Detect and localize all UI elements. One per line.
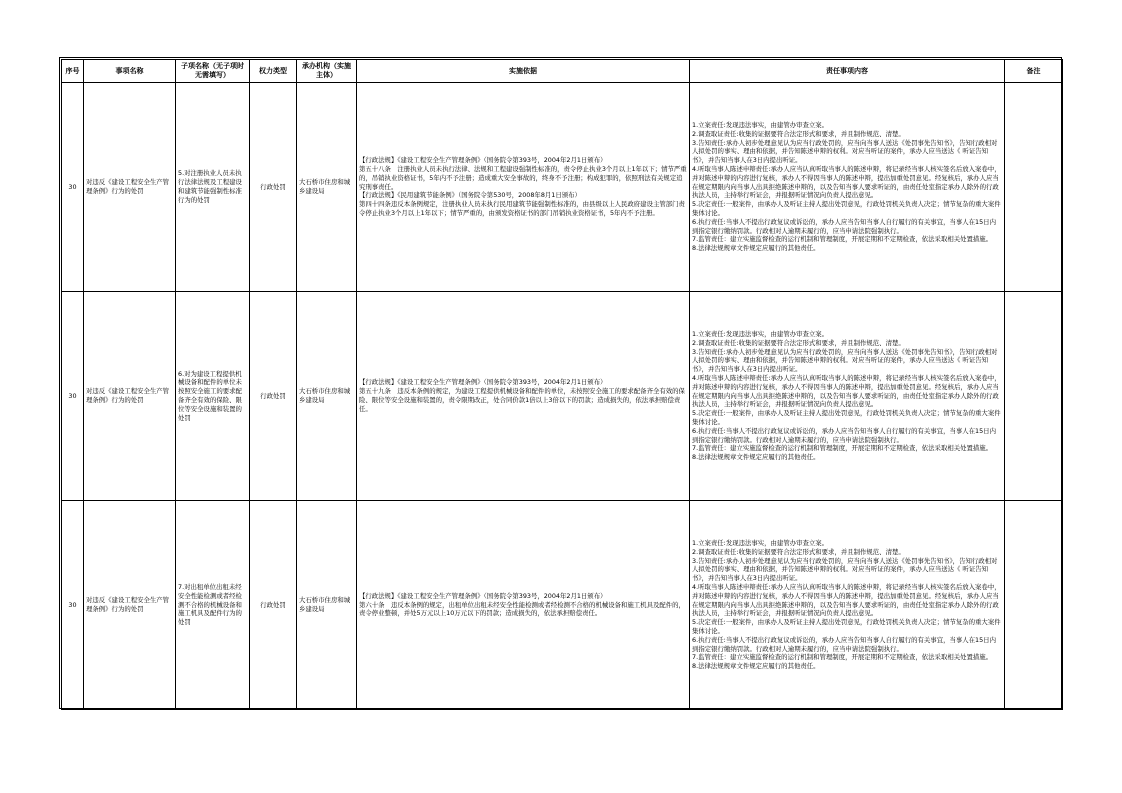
header-remark: 备注 (1005, 60, 1063, 83)
table-row (62, 83, 1063, 292)
header-row (62, 60, 1063, 83)
table-row (62, 501, 1063, 710)
item-name-cell: 对违反《建设工程安全生产管理条例》行为的处罚 (84, 83, 176, 292)
header-item-name: 事项名称 (84, 60, 176, 83)
duty-cell: 1.立案责任:发现违法事实，由建管办审查立案。 2.调查取证责任:收集的证据要符合法定形式和要求，并且制作规范、清楚。 3.告知责任:承办人初步处理意见认为应当行政处罚的，应当向当事人送达《处罚事先告知书》，告知行政相对人拟处罚的事实、理由和依据，并告知陈述申辩的权利。对应当听证的案件，承办人应当送达《 听证告知书》，并告知当事人在3日内提出听证。 4.听取当事人陈述申辩责任:承办人应当认真听取当事人的陈述申辩，将记录经当事人核实签名后放入案卷中，并对陈述申辩的内容进行复核，承办人不得因当事人的陈述申辩，提出加重处罚意见。经复核后，承办人应当在规定期限内向当事人出具拒绝陈述申辩的，以及告知当事人要求听证的，由责任处室指定承办人除外的行政执法人员，主持举行听证会，并报据听证情况向负责人提出意见。 5.决定责任:一般案件，由承办人及听证主持人提出处罚意见，行政处罚机关负责人决定；情节复杂的重大案件集体讨论。 6.执行责任:当事人不提出行政复议或诉讼的，承办人应当告知当事人自行履行的有关事宜，当事人在15日内到指定银行缴纳罚款。行政相对人逾期未履行的，应当申请法院强制执行。 7.监管责任：建立实施监督检查的运行机制和管理制度，开展定期和不定期检查，依法采取相关处置措施。 8.法律法规规章文件规定应履行的其他责任。 (690, 292, 1005, 501)
sub-item-cell: 7.对出租单位出租未经安全性能检测或者经检测不合格的机械设备和施工机具及配件行为的处罚 (176, 501, 250, 710)
power-type-cell: 行政处罚 (250, 292, 297, 501)
table-row (62, 292, 1063, 501)
seq-cell: 30 (62, 501, 84, 710)
org-cell: 大石桥市住房和城乡建设局 (297, 292, 357, 501)
seq-cell: 30 (62, 292, 84, 501)
duty-cell: 1.立案责任:发现违法事实，由建管办审查立案。 2.调查取证责任:收集的证据要符合法定形式和要求，并且制作规范、清楚。 3.告知责任:承办人初步处理意见认为应当行政处罚的，应当向当事人送达《处罚事先告知书》，告知行政相对人拟处罚的事实、理由和依据，并告知陈述申辩的权利。对应当听证的案件，承办人应当送达《 听证告知书》，并告知当事人在3日内提出听证。 4.听取当事人陈述申辩责任:承办人应当认真听取当事人的陈述申辩，将记录经当事人核实签名后放入案卷中，并对陈述申辩的内容进行复核，承办人不得因当事人的陈述申辩，提出加重处罚意见。经复核后，承办人应当在规定期限内向当事人出具拒绝陈述申辩的，以及告知当事人要求听证的，由责任处室指定承办人除外的行政执法人员，主持举行听证会，并报据听证情况向负责人提出意见。 5.决定责任:一般案件，由承办人及听证主持人提出处罚意见，行政处罚机关负责人决定；情节复杂的重大案件集体讨论。 6.执行责任:当事人不提出行政复议或诉讼的，承办人应当告知当事人自行履行的有关事宜，当事人在15日内到指定银行缴纳罚款。行政相对人逾期未履行的，应当申请法院强制执行。 7.监管责任：建立实施监督检查的运行机制和管理制度，开展定期和不定期检查，依法采取相关处置措施。 8.法律法规规章文件规定应履行的其他责任。 (690, 83, 1005, 292)
basis-cell: 【行政法规】《建设工程安全生产管理条例》（国务院令第393号，2004年2月1日颁布） 第五十八条 注册执业人员未执行法律、法规和工程建设强制性标准的，责令停止执业3个月以上1年以下；情节严重的，吊销执业资格证书，5年内不予注册；造成重大安全事故的，终身不予注册；构成犯罪的，依照刑法有关规定追究刑事责任。 【行政法规】《民用建筑节能条例》（国务院令第530号，2008年8月1日颁布） 第四十四条违反本条例规定，注册执业人员未执行民用建筑节能强制性标准的，由县级以上人民政府建设主管部门责令停止执业3个月以上1年以下；情节严重的，由颁发资格证书的部门吊销执业资格证书，5年内不予注册。 (357, 83, 690, 292)
sub-item-cell: 5.对注册执业人员未执行法律法规及工程建设和建筑节能强制性标准行为的处罚 (176, 83, 250, 292)
power-type-cell: 行政处罚 (250, 501, 297, 710)
duty-cell: 1.立案责任:发现违法事实，由建管办审查立案。 2.调查取证责任:收集的证据要符合法定形式和要求，并且制作规范、清楚。 3.告知责任:承办人初步处理意见认为应当行政处罚的，应当向当事人送达《处罚事先告知书》，告知行政相对人拟处罚的事实、理由和依据，并告知陈述申辩的权利。对应当听证的案件，承办人应当送达《 听证告知书》，并告知当事人在3日内提出听证。 4.听取当事人陈述申辩责任:承办人应当认真听取当事人的陈述申辩，将记录经当事人核实签名后放入案卷中，并对陈述申辩的内容进行复核，承办人不得因当事人的陈述申辩，提出加重处罚意见。经复核后，承办人应当在规定期限内向当事人出具拒绝陈述申辩的，以及告知当事人要求听证的，由责任处室指定承办人除外的行政执法人员，主持举行听证会，并报据听证情况向负责人提出意见。 5.决定责任:一般案件，由承办人及听证主持人提出处罚意见，行政处罚机关负责人决定；情节复杂的重大案件集体讨论。 6.执行责任:当事人不提出行政复议或诉讼的，承办人应当告知当事人自行履行的有关事宜，当事人在15日内到指定银行缴纳罚款。行政相对人逾期未履行的，应当申请法院强制执行。 7.监管责任：建立实施监督检查的运行机制和管理制度，开展定期和不定期检查，依法采取相关处置措施。 8.法律法规规章文件规定应履行的其他责任。 (690, 501, 1005, 710)
remark-cell (1005, 501, 1063, 710)
org-cell: 大石桥市住房和城乡建设局 (297, 83, 357, 292)
org-cell: 大石桥市住房和城乡建设局 (297, 501, 357, 710)
remark-cell (1005, 83, 1063, 292)
header-power-type: 权力类型 (250, 60, 297, 83)
item-name-cell: 对违反《建设工程安全生产管理条例》行为的处罚 (84, 501, 176, 710)
basis-cell: 【行政法规】《建设工程安全生产管理条例》（国务院令第393号，2004年2月1日颁布） 第六十条 违反本条例的规定，出租单位出租未经安全性能检测或者经检测不合格的机械设备和施工机具及配件的，责令停业整顿，并处5万元以上10万元以下的罚款；造成损失的，依法承担赔偿责任。 (357, 501, 690, 710)
header-org: 承办机构（实施主体） (297, 60, 357, 83)
basis-cell: 【行政法规】《建设工程安全生产管理条例》（国务院令第393号，2004年2月1日颁布） 第五十九条 违反本条例的规定，为建设工程提供机械设备和配件的单位，未按照安全施工的要求配备齐全有效的保险、限位等安全设施和装置的，责令限期改正，处合同价款1倍以上3倍以下的罚款；造成损失的，依法承担赔偿责任。 (357, 292, 690, 501)
seq-cell: 30 (62, 83, 84, 292)
header-duty: 责任事项内容 (690, 60, 1005, 83)
header-seq: 序号 (62, 60, 84, 83)
item-name-cell: 对违反《建设工程安全生产管理条例》行为的处罚 (84, 292, 176, 501)
power-list-table (61, 59, 1063, 710)
sub-item-cell: 6.对为建设工程提供机械设备和配件的单位未按照安全施工的要求配备齐全有效的保险、限位等安全设施和装置的处罚 (176, 292, 250, 501)
header-basis: 实施依据 (357, 60, 690, 83)
header-sub-item: 子项名称（无子项时无需填写） (176, 60, 250, 83)
remark-cell (1005, 292, 1063, 501)
power-type-cell: 行政处罚 (250, 83, 297, 292)
